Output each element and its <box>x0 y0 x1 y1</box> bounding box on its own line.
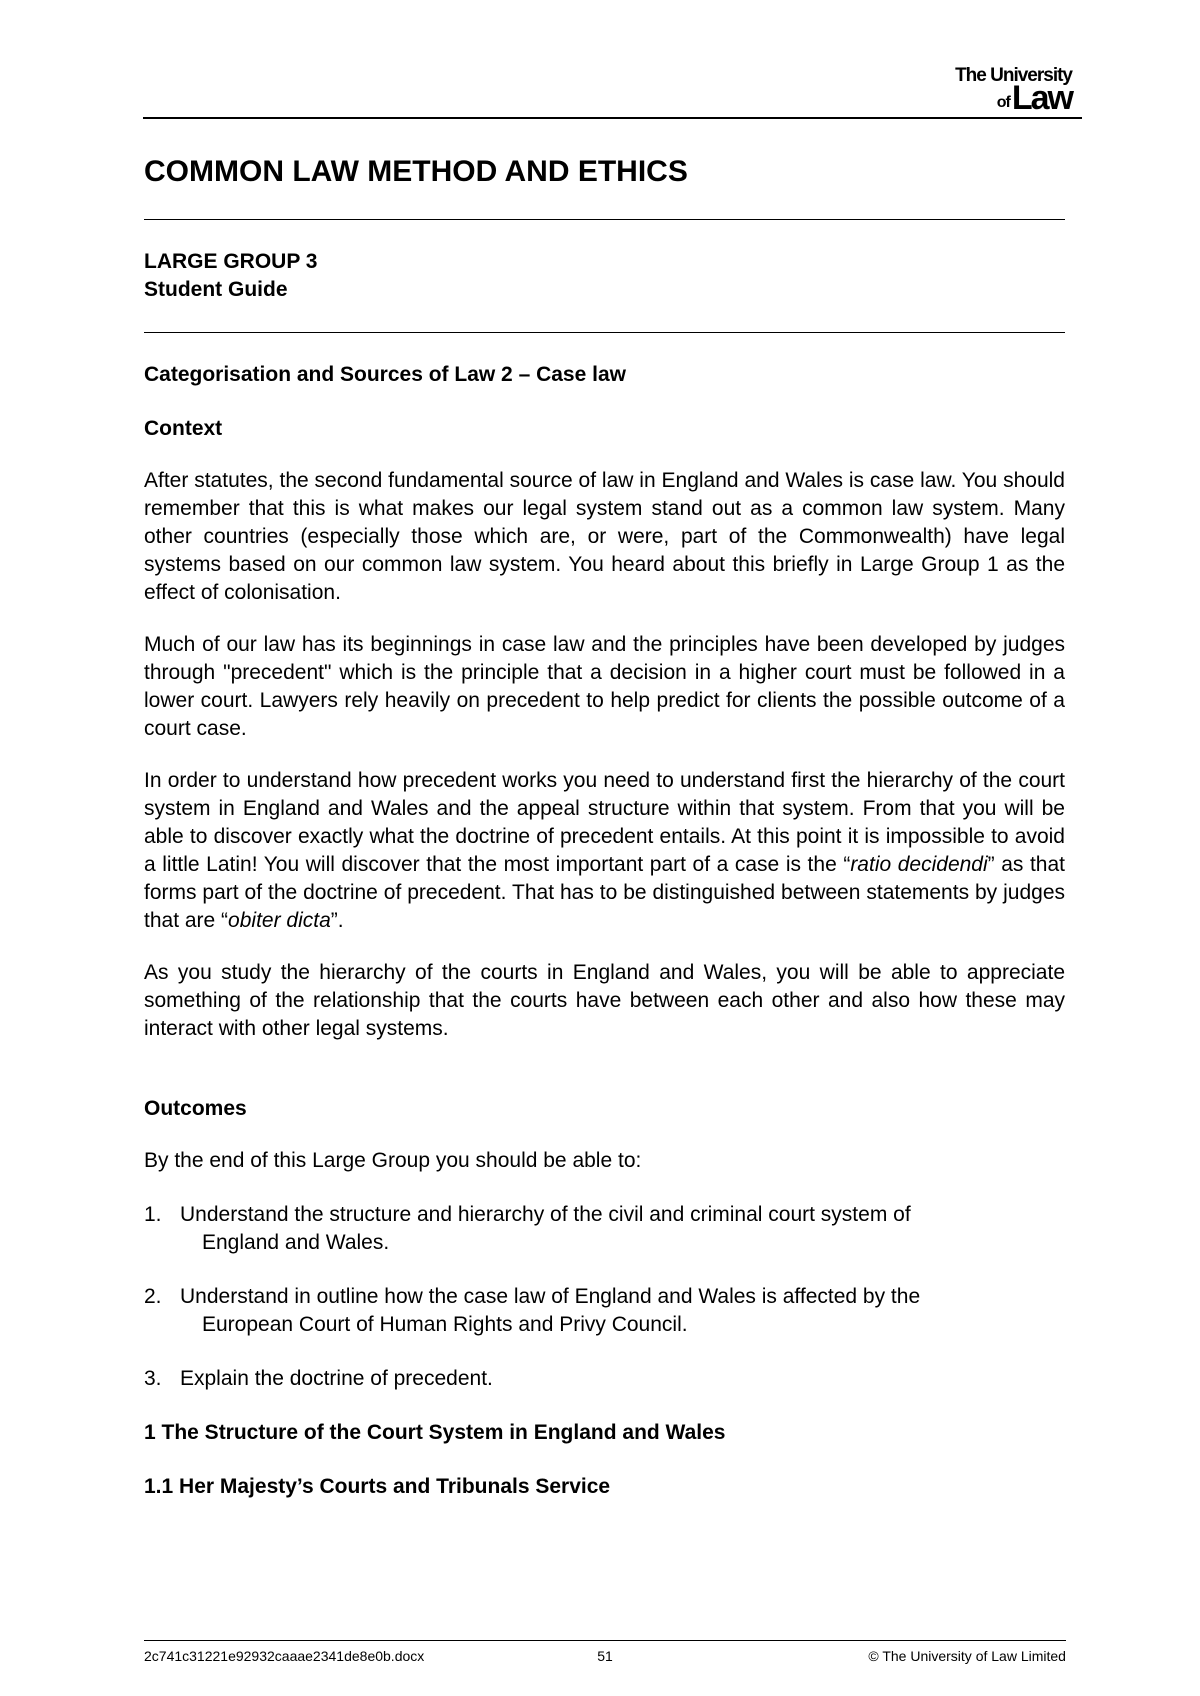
document-body <box>144 150 1065 1501</box>
page-footer <box>144 1648 1066 1664</box>
document-title: COMMON LAW METHOD AND ETHICS <box>144 155 688 188</box>
outcomes-heading: Outcomes <box>144 1097 247 1120</box>
list-item-text: Explain the doctrine of precedent. <box>180 1367 493 1390</box>
ratio-decidendi-term: ratio decidendi <box>850 853 988 876</box>
context-paragraph-3 <box>144 767 1065 935</box>
context-heading: Context <box>144 417 223 440</box>
footer-filename: 2c741c31221e92932caaae2341de8e0b.docx <box>144 1648 425 1664</box>
list-item-continuation: England and Wales. <box>202 1231 390 1254</box>
para3-text-b: ” as that forms part of the doctrine of precedent. That has to be distinguished between statements by judges that are “ <box>144 853 1065 932</box>
para3-text-c: ”. <box>330 909 344 932</box>
obiter-dicta-term: obiter dicta <box>228 909 331 932</box>
context-paragraph-4: As you study the hierarchy of the courts in England and Wales, you will be able to appreciate something of the relationship that the courts have between each other and also how these may interact with other legal systems. <box>144 961 1065 1040</box>
list-item-number: 3. <box>144 1367 162 1390</box>
context-paragraph-1: After statutes, the second fundamental source of law in England and Wales is case law. You should remember that this is what makes our legal system stand out as a common law system. Many other countries (especially those which are, or were, part of the Commonwealth) have legal systems based on our common law system. You heard about this briefly in Large Group 1 as the effect of colonisation. <box>144 469 1065 604</box>
student-guide-label: Student Guide <box>144 278 288 301</box>
outcomes-list <box>144 1201 1065 1393</box>
topic-heading: Categorisation and Sources of Law 2 – Case law <box>144 363 626 386</box>
large-group-label: LARGE GROUP 3 <box>144 250 318 273</box>
section-1-heading: 1 The Structure of the Court System in England and Wales <box>144 1421 726 1444</box>
list-item-number: 2. <box>144 1285 162 1308</box>
para3-text-a: In order to understand how precedent works you need to understand first the hierarchy of the court system in England and Wales and the appeal structure within that system. From that you will be able to discover exactly what the doctrine of precedent entails. At this point it is impossible to avoid a little Latin! You will discover that the most important part of a case is the “ <box>144 769 1065 876</box>
logo-law: Law <box>1011 79 1072 117</box>
subtitle-divider <box>144 332 1065 333</box>
header-divider <box>143 117 1082 119</box>
outcomes-lead: By the end of this Large Group you should be able to: <box>144 1149 642 1172</box>
university-logo <box>955 66 1072 115</box>
large-group-block <box>144 248 1065 304</box>
list-item <box>144 1201 1065 1257</box>
footer-divider <box>144 1640 1066 1641</box>
list-item-number: 1. <box>144 1203 162 1226</box>
list-item-text: Understand in outline how the case law of England and Wales is affected by the <box>180 1285 921 1308</box>
section-1-1-heading: 1.1 Her Majesty’s Courts and Tribunals Service <box>144 1475 611 1498</box>
logo-of: of <box>996 94 1010 111</box>
list-item <box>144 1283 1065 1339</box>
list-item-continuation: European Court of Human Rights and Privy Council. <box>202 1313 688 1336</box>
footer-page-number: 51 <box>597 1648 613 1664</box>
title-divider <box>144 219 1065 220</box>
footer-copyright: © The University of Law Limited <box>868 1648 1066 1664</box>
list-item-text: Understand the structure and hierarchy of the civil and criminal court system of <box>180 1203 911 1226</box>
context-paragraph-2: Much of our law has its beginnings in case law and the principles have been developed by judges through "precedent" which is the principle that a decision in a higher court must be followed in a lower court. Lawyers rely heavily on precedent to help predict for clients the possible outcome of a court case. <box>144 633 1065 740</box>
logo-line1: The University <box>955 65 1072 86</box>
list-item <box>144 1365 1065 1393</box>
